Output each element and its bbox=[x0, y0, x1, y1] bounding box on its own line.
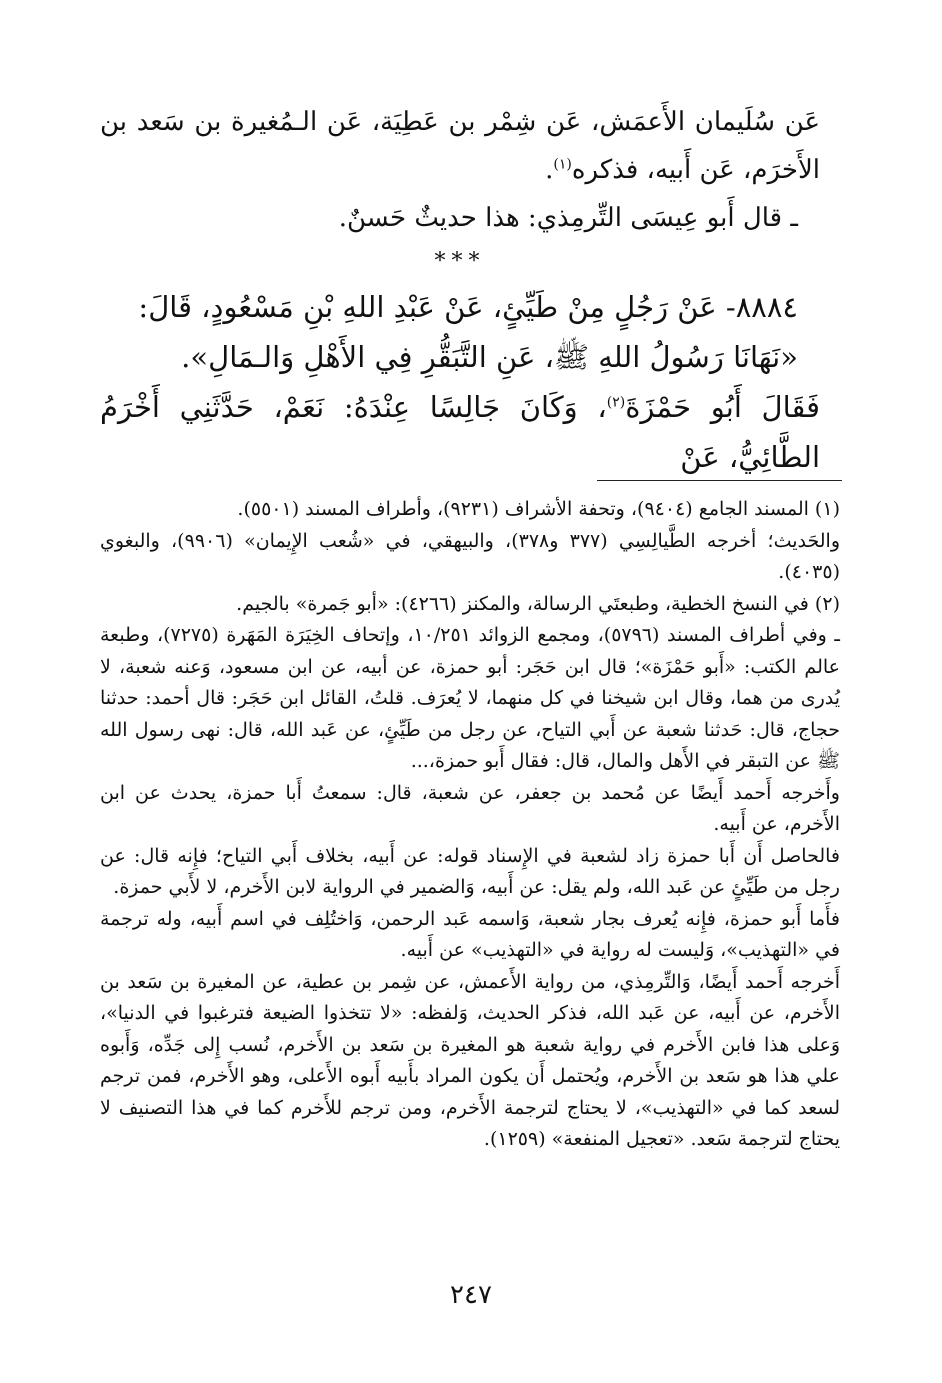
hadith-line-3 bbox=[100, 382, 820, 482]
hadith-line-3-part1: فَقَالَ أَبُو حَمْزَةَ bbox=[625, 390, 820, 424]
footnotes bbox=[100, 494, 840, 1156]
footnote-2-line-1: (٢) في النسخ الخطية، وطبعتَي الرسالة، والمكنز (٤٢٦٦): «أبو جَمرة» بالجيم. bbox=[236, 592, 840, 615]
main-text bbox=[100, 98, 820, 482]
section-separator: *** bbox=[434, 249, 486, 274]
chain-end: . bbox=[545, 155, 554, 185]
footnote-2-para-5: أَخرجه أَحمد أَيضًا، وَالتِّرمِذي، من رواية الأَعمش، عن شِمر بن عطية، عن المغيرة بن سَعد بن الأَخرم، عن أَبيه، عن عَبد الله، فذكر الحديث، وَلفظه: «لا تتخذوا الضيعة فترغبوا في الدنيا»، وَعلى هذا فابن الأَخرم في رواية شعبة هو المغيرة بن سَعد بن الأَخرم، نُسب إِلى جَدِّه، وَأَبوه علي هذا هو سَعد بن الأَخرم، ويُحتمل أَن يكون المراد بأَبيه أَبوه الأَعلى، وهو الأَخرم، فمن ترجم لسعد كما في «التهذيب»، لا يحتاج لترجمة الأَخرم، ومن ترجم للأَخرم كما في هذا التصنيف لا يحتاج لترجمة سَعد. «تعجيل المنفعة» (١٢٥٩). bbox=[100, 970, 840, 1150]
chain-paragraph bbox=[100, 98, 820, 194]
hadith-line-2: «نَهَانَا رَسُولُ اللهِ ﷺ، عَنِ التَّبَقُّرِ فِي الأَهْلِ وَالـمَالِ». bbox=[181, 340, 798, 374]
footnote-1-line-1: (١) المسند الجامع (٩٤٠٤)، وتحفة الأشراف (٩٢٣١)، وأطراف المسند (٥٥٠١). bbox=[237, 498, 840, 520]
page-number: ٢٤٧ bbox=[450, 1280, 492, 1310]
footnote-2-para-3: فالحاصل أَن أَبا حمزة زاد لشعبة في الإِسناد قوله: عن أَبيه، بخلاف أَبي التياح؛ فإِنه قال: عن رجل من طَيِّئٍ عن عَبد الله، ولم يقل: عن أَبيه، وَالضمير في الرواية لابن الأَخرم، لا لأَبي حمزة. bbox=[100, 844, 840, 898]
footnote-ref-2: (٢) bbox=[606, 394, 626, 411]
footnote-2-para-4: فأَما أَبو حمزة، فإِنه يُعرف بجار شعبة، وَاسمه عَبد الرحمن، وَاختُلِف في اسم أَبيه، وله ترجمة في «التهذيب»، وَليست له رواية في «التهذيب» عن أَبيه. bbox=[100, 907, 840, 961]
footnote-ref-1: (١) bbox=[553, 156, 572, 173]
hadith-line-1-text: - عَنْ رَجُلٍ مِنْ طَيِّئٍ، عَنْ عَبْدِ اللهِ بْنِ مَسْعُودٍ، قَالَ: bbox=[138, 290, 736, 324]
hadith-line-1 bbox=[100, 282, 820, 332]
hadith-line-3-part2: ، وَكَانَ جَالِسًا عِنْدَهُ: نَعَمْ، حَدَّثَنِي أَخْرَمُ الطَّائِيُّ، عَنْ bbox=[100, 390, 820, 474]
tirmidhi-comment: ـ قال أَبو عِيسَى التِّرمِذي: هذا حديثٌ حَسنٌ. bbox=[338, 203, 798, 233]
chain-text: عَن سُلَيمان الأَعمَش، عَن شِمْر بن عَطِيَة، عَن الـمُغيرة بن سَعد بن الأَخرَم، عَن أَبيه، فذكره bbox=[100, 107, 820, 185]
hadith-number: ٨٨٨٤ bbox=[735, 290, 798, 324]
footnote-2-para-2: وأَخرجه أَحمد أَيضًا عن مُحمد بن جعفر، عن شعبة، قال: سمعتُ أَبا حمزة، يحدث عن ابن الأَخرم، عن أَبيه. bbox=[100, 781, 840, 835]
footnote-1-line-2: والحَديث؛ أخرجه الطَّيالِسِي (٣٧٧ و٣٧٨)، والبيهقي، في «شُعب الإِيمان» (٩٩٠٦)، والبغوي (٤٠٣٥). bbox=[100, 529, 841, 583]
footnote-2-para-1: ـ وفي أطراف المسند (٥٧٩٦)، ومجمع الزوائد ١٠/٢٥١، وإتحاف الخِيَرَة المَهَرة (٧٢٧٥)، وطبعة عالم الكتب: «أَبو حَمْزَة»؛ قال ابن حَجَر: أبو حمزة، عن أبيه، عن ابن مسعود، وَعنه شعبة، لا يُدرى من هما، وقال ابن شيخنا في كل منهما، لا يُعرَف. قلتُ، القائل ابن حَجَر: قال أحمد: حدثنا حجاج، قال: حَدثنا شعبة عن أَبي التياح، عن رجل من طَيِّئٍ، عن عَبد الله، قال: نهى رسول الله ﷺ عن التبقر في الأَهل والمال، قال: فقال أَبو حمزة،... bbox=[100, 624, 841, 772]
footnote-divider bbox=[597, 480, 842, 481]
